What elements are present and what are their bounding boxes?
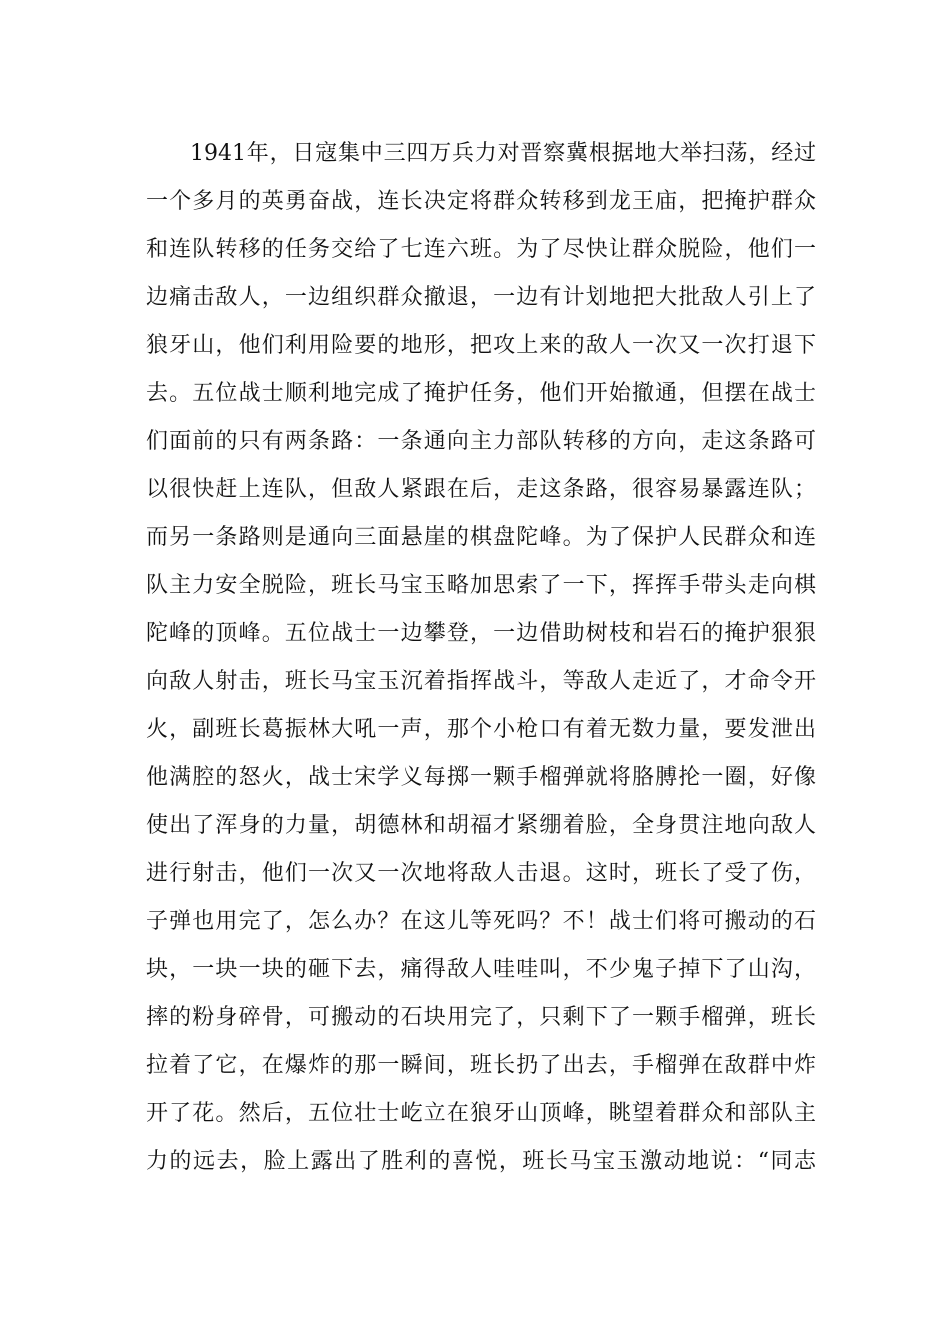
body-paragraph <box>146 130 816 1186</box>
paragraph-line: 以很快赶上连队，但敌人紧跟在后，走这条路，很容易暴露连队； <box>146 477 816 502</box>
paragraph-line: 而另一条路则是通向三面悬崖的棋盘陀峰。为了保护人民群众和连 <box>146 525 816 550</box>
paragraph-line: 火，副班长葛振林大吼一声，那个小枪口有着无数力量，要发泄出 <box>146 717 816 742</box>
paragraph-line: 向敌人射击，班长马宝玉沉着指挥战斗，等敌人走近了，才命令开 <box>146 669 816 694</box>
paragraph-line: 进行射击，他们一次又一次地将敌人击退。这时，班长了受了伤， <box>146 861 816 886</box>
paragraph-line: 他满腔的怒火，战士宋学义每掷一颗手榴弹就将胳膊抡一圈，好像 <box>146 765 816 790</box>
paragraph-line: 狼牙山，他们利用险要的地形，把攻上来的敌人一次又一次打退下 <box>146 333 816 358</box>
paragraph-line: 使出了浑身的力量，胡德林和胡福才紧绷着脸，全身贯注地向敌人 <box>146 813 816 838</box>
paragraph-line: 陀峰的顶峰。五位战士一边攀登，一边借助树枝和岩石的掩护狠狠 <box>146 621 816 646</box>
paragraph-line: 子弹也用完了，怎么办？在这儿等死吗？不！战士们将可搬动的石 <box>146 909 816 934</box>
paragraph-line: 边痛击敌人，一边组织群众撤退，一边有计划地把大批敌人引上了 <box>146 285 816 310</box>
paragraph-line: 块，一块一块的砸下去，痛得敌人哇哇叫，不少鬼子掉下了山沟， <box>146 957 816 982</box>
paragraph-line: 去。五位战士顺利地完成了掩护任务，他们开始撤通，但摆在战士 <box>146 381 816 406</box>
paragraph-line: 队主力安全脱险，班长马宝玉略加思索了一下，挥挥手带头走向棋 <box>146 573 816 598</box>
paragraph-line: 和连队转移的任务交给了七连六班。为了尽快让群众脱险，他们一 <box>146 237 816 262</box>
paragraph-line: 摔的粉身碎骨，可搬动的石块用完了，只剩下了一颗手榴弹，班长 <box>146 1005 816 1030</box>
paragraph-line: 1941年，日寇集中三四万兵力对晋察冀根据地大举扫荡，经过 <box>190 141 816 166</box>
paragraph-line: 一个多月的英勇奋战，连长决定将群众转移到龙王庙，把掩护群众 <box>146 189 816 214</box>
paragraph-line: 拉着了它，在爆炸的那一瞬间，班长扔了出去，手榴弹在敌群中炸 <box>146 1053 816 1078</box>
paragraph-line: 们面前的只有两条路：一条通向主力部队转移的方向，走这条路可 <box>146 429 816 454</box>
paragraph-line: 力的远去，脸上露出了胜利的喜悦，班长马宝玉激动地说：“同志 <box>146 1149 816 1174</box>
paragraph-line: 开了花。然后，五位壮士屹立在狼牙山顶峰，眺望着群众和部队主 <box>146 1101 816 1126</box>
